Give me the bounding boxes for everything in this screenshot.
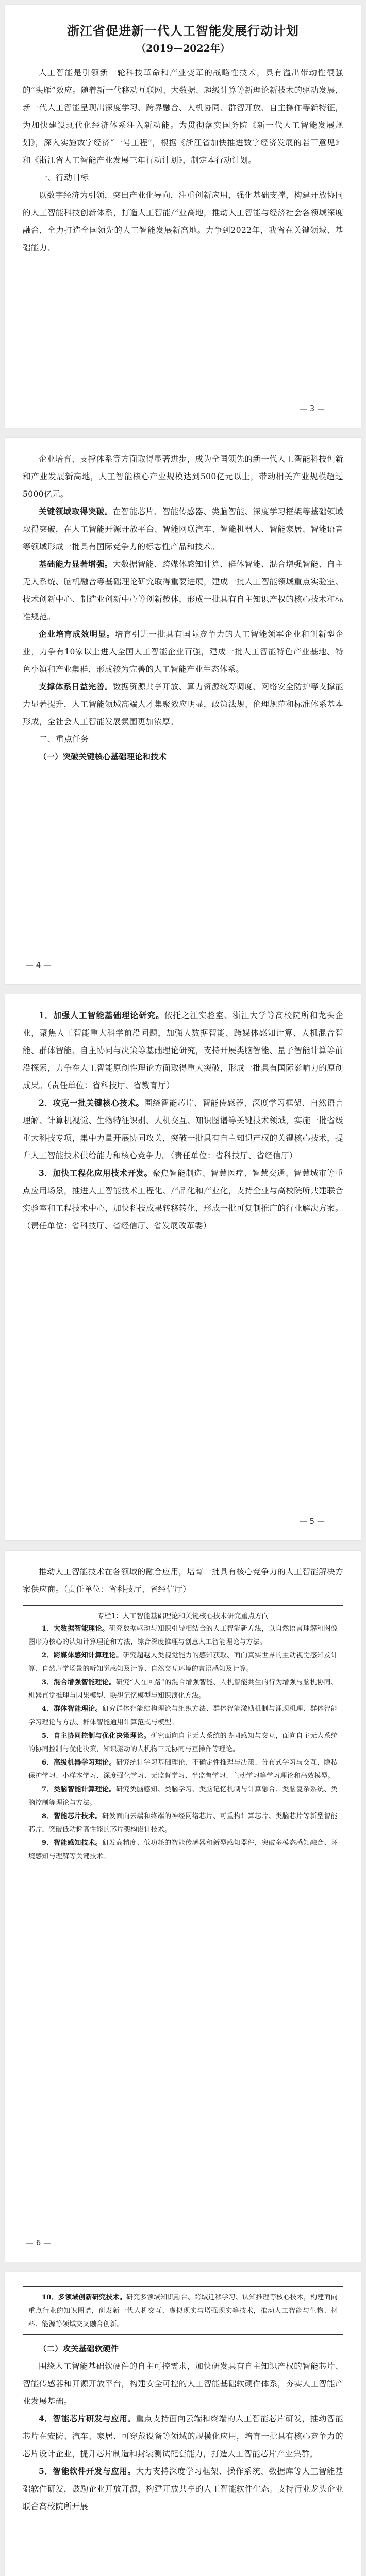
document-page-1: [5, 5, 361, 428]
paragraph-text: 围绕智能芯片、智能传感器、深度学习框架、自然语言理解、计算机视觉、生物特征识别、人机交互、知识图谱等关键技术领域，实施一批省级重大科技专项，集中力量开展协同攻关，突破一批具有自主知识产权的关键核心技术，提升人工智能技术供给能力和核心竞争力。（责任单位：省科技厅、省经信厅）: [23, 1098, 343, 1160]
callout-item-lead: 9．智能感知技术。: [42, 1839, 103, 1847]
paragraph: [23, 625, 343, 678]
paragraph: [23, 1094, 343, 1164]
callout-item: [28, 1649, 338, 1676]
document-page-4: [5, 1551, 361, 2262]
document-page-3: [5, 994, 361, 1540]
callout-box-title: 专栏1：人工智能基础理论和关键核心技术研究重点方向: [97, 1612, 269, 1620]
callout-box: [23, 1605, 343, 1867]
callout-item-text: 研究类脑感知、类脑学习、类脑记忆机制与计算融合、类脑复杂系统、类脑控制等理论与方法。: [28, 1786, 338, 1807]
callout-item: [28, 1730, 338, 1756]
callout-item-text: 研究统计学习基础理论、不确定性推理与决策、分布式学习与交互、隐私保护学习、小样本学习、深度强化学习、无监督学习、半监督学习、主动学习等学习理论和高效模型。: [28, 1759, 338, 1780]
callout-item-text: 研发高精度、低功耗的智能传感器和新型感知器件，突破多模态感知融合、环境感知与理解等关键技术。: [28, 1839, 338, 1860]
paragraph: [23, 678, 343, 731]
subsection-heading: （二）攻关基础软硬件: [39, 2344, 119, 2353]
callout-item: [28, 1837, 338, 1863]
callout-item-lead: 2．跨媒体感知计算理论。: [42, 1652, 123, 1659]
paragraph-text: 依托之江实验室、浙江大学等高校院所和龙头企业，聚焦人工智能重大科学前沿问题，加强大数据智能、跨媒体感知计算、人机混合智能、群体智能、自主协同与决策等基础理论研究，支持开展类脑智能、量子智能计算等前沿探索，力争在人工智能原创性理论方面取得重大突破，形成一批具有国际影响力的原创成果。（责任单位：省科技厅、省教育厅）: [23, 1011, 343, 1090]
callout-item-text: 研究多领域知识融合、跨域迁移学习、认知推理等核心技术，构建面向重点行业的知识图谱，研发新一代人机交互、虚拟现实与增强现实等技术，推动人工智能与生物、材料、能源等领域交叉融合创新。: [28, 2294, 338, 2328]
paragraph: 人工智能是引领新一轮科技革命和产业变革的战略性技术，具有溢出带动性很强的“头雁”效应。随着新一代移动互联网、大数据、超级计算等新理论新技术的驱动发展，新一代人工智能呈现出深度学习、跨界融合、人机协同、群智开放、自主操作等新特征，为加快建设现代化经济体系注入新动能。为贯彻落实国务院《新一代人工智能发展规划》，深入实施数字经济“一号工程”，根据《浙江省加快推进数字经济发展的若干意见》和《浙江省人工智能产业发展三年行动计划》，制定本行动计划。: [23, 68, 343, 165]
page-number: — 3 —: [299, 404, 325, 413]
paragraph-lead: 基础能力显著增强。: [39, 559, 113, 569]
callout-item-lead: 5．自主协同控制与优化决策理论。: [42, 1732, 151, 1740]
section-heading: 二、重点任务: [39, 734, 89, 744]
paragraph-text: 在智能芯片、智能传感器、类脑智能、深度学习框架等基础领域取得突破，在人工智能开源开放平台、智能网联汽车、智能机器人、智能家居、智能语音等领域形成一批具有国际竞争力的标志性产品和技术。: [23, 507, 343, 551]
document-page-2: [5, 438, 361, 984]
paragraph-lead: 5．智能软件开发与应用。: [39, 2466, 136, 2476]
callout-item: [28, 1810, 338, 1837]
callout-item-text: 研究“人在回路”的混合增强智能、人机智能共生的行为增强与脑机协同、机器直觉推理与因果模型、联想记忆模型与知识演化方法。: [28, 1679, 338, 1700]
callout-box: [23, 2286, 343, 2335]
paragraph-lead: 关键领域取得突破。: [39, 506, 113, 516]
document-title: 浙江省促进新一代人工智能发展行动计划: [67, 23, 299, 38]
callout-item-text: 研究数据驱动与知识引导相结合的人工智能新方法，以自然语言理解和图像图形为核心的认知计算理论和方法，综合深度推理与创意人工智能理论与方法。: [28, 1625, 338, 1646]
paragraph-text: 大力支持深度学习框架、操作系统、数据库等人工智能基础软件研发，鼓励企业开放开源，构建开放共享的人工智能软件生态。支持行业龙头企业联合高校院所开展: [23, 2467, 343, 2511]
callout-item-text: 研发面向云端和终端的神经网络芯片、可重构计算芯片、类脑芯片等新型智能芯片，突破低功耗高性能的芯片架构设计技术。: [28, 1812, 338, 1834]
paragraph: [23, 1007, 343, 1094]
document-page-5: [5, 2272, 361, 2576]
callout-item: [28, 1783, 338, 1810]
callout-item-lead: 1．大数据智能理论。: [42, 1625, 109, 1633]
callout-item-text: 研究面向自主无人系统的协同感知与交互，面向自主无人系统的协同控制与优化决策，知识驱动的人机物三元协同与互操作等理论。: [28, 1732, 338, 1753]
paragraph-lead: 1．加强人工智能基础理论研究。: [39, 1010, 164, 1020]
callout-item-lead: 10．多领域创新研究技术。: [42, 2294, 127, 2301]
paragraph: [23, 1164, 343, 1234]
paragraph: 以数字经济为引领，突出产业化导向，注重创新应用，强化基础支撑，构建开放协同的人工智能科技创新体系，打造人工智能产业高地，推动人工智能与经济社会各领域深度融合，全力打造全国领先的人工智能发展新高地。力争到2022年，我省在关键领域、基础能力、: [23, 191, 343, 252]
callout-item: [28, 1622, 338, 1649]
callout-item: [28, 1676, 338, 1703]
callout-item-lead: 4．群体智能理论。: [42, 1705, 103, 1713]
paragraph-text: 大数据智能、跨媒体感知计算、群体智能、混合增强智能、自主无人系统、脑机融合等基础理论研究取得重要进展，建成一批人工智能领域重点实验室、技术创新中心、制造业创新中心等创新载体，形成一批具有自主知识产权的核心技术和标准规范。: [23, 560, 343, 621]
document-subtitle: （2019—2022年）: [136, 43, 230, 54]
page-number: — 5 —: [299, 1517, 325, 1526]
subsection-heading: （一）突破关键核心基础理论和技术: [39, 752, 167, 761]
callout-item-text: 研究群体智能结构理论与组织方法、群体智能激励机制与涌现机理、群体智能学习理论与方法、群体智能通用计算范式与模型。: [28, 1705, 338, 1726]
callout-item-lead: 8．智能芯片技术。: [42, 1812, 103, 1820]
callout-item-lead: 3．混合增强智能理论。: [42, 1679, 116, 1686]
paragraph-lead: 3．加快工程化应用技术开发。: [39, 1168, 153, 1178]
page-number: — 4 —: [26, 960, 52, 970]
paragraph-text: 重点支持面向云端和终端的人工智能芯片研发，推动智能芯片在安防、汽车、家居、可穿戴设备等领域的规模化应用，培育一批具有核心竞争力的芯片设计企业，提升芯片制造和封装测试配套能力，打造人工智能芯片产业集群。: [23, 2414, 343, 2459]
callout-item-text: 研究超越人类视觉能力的感知获取、面向真实世界的主动视觉感知及计算、自然声学场景的听知觉感知及计算、自然交互环境的言语感知及计算。: [28, 1652, 338, 1673]
paragraph-text: 聚焦智能制造、智慧医疗、智慧交通、智慧城市等重点应用场景，推进人工智能技术工程化、产品化和产业化，支持企业与高校院所共建联合实验室和工程技术中心，加快科技成果转移转化，形成一批可复制推广的行业解决方案。（责任单位：省科技厅、省经信厅、省发展改革委）: [23, 1168, 344, 1230]
callout-item: [28, 1703, 338, 1730]
paragraph: [23, 555, 343, 625]
paragraph: 企业培育、支撑体系等方面取得显著进步，成为全国领先的新一代人工智能科技创新和产业发展新高地，人工智能核心产业规模达到500亿元以上，带动相关产业规模超过5000亿元。: [23, 454, 343, 499]
page-number: — 6 —: [26, 2238, 52, 2247]
callout-item: [28, 1756, 338, 1783]
paragraph: 推动人工智能技术在各领域的融合应用，培育一批具有核心竞争力的人工智能解决方案供应商。（责任单位：省科技厅、省经信厅）: [23, 1567, 343, 1594]
paragraph: [23, 2410, 343, 2463]
paragraph-lead: 支撑体系日益完善。: [39, 682, 113, 691]
paragraph-text: 培育引进一批具有国际竞争力的人工智能领军企业和创新型企业，力争有10家以上进入全国人工智能企业百强，建成一批人工智能特色产业基地、特色小镇和产业集群，形成较为完善的人工智能产业生态体系。: [23, 630, 343, 674]
section-heading: 一、行动目标: [39, 173, 89, 182]
paragraph: [23, 2463, 343, 2515]
paragraph-lead: 企业培育成效明显。: [39, 629, 115, 639]
callout-item: [28, 2291, 338, 2331]
paragraph: 围绕人工智能基础软硬件的自主可控需求，加快研发具有自主知识产权的智能芯片、智能传感器和开源开放平台，构建安全可控的人工智能基础软硬件体系，夯实人工智能产业发展基础。: [23, 2362, 343, 2406]
paragraph-text: 数据资源共享开放、算力资源统筹调度、网络安全防护等支撑能力显著提升，人工智能领域高端人才集聚效应明显，政策法规、伦理规范和标准体系基本形成，全社会人工智能发展氛围更加浓厚。: [23, 682, 343, 726]
callout-item-lead: 7．类脑智能计算理论。: [42, 1786, 116, 1793]
callout-item-lead: 6．高级机器学习理论。: [42, 1759, 116, 1767]
paragraph-lead: 2．攻克一批关键核心技术。: [39, 1098, 144, 1108]
paragraph-lead: 4．智能芯片研发与应用。: [39, 2414, 136, 2424]
paragraph: [23, 503, 343, 555]
